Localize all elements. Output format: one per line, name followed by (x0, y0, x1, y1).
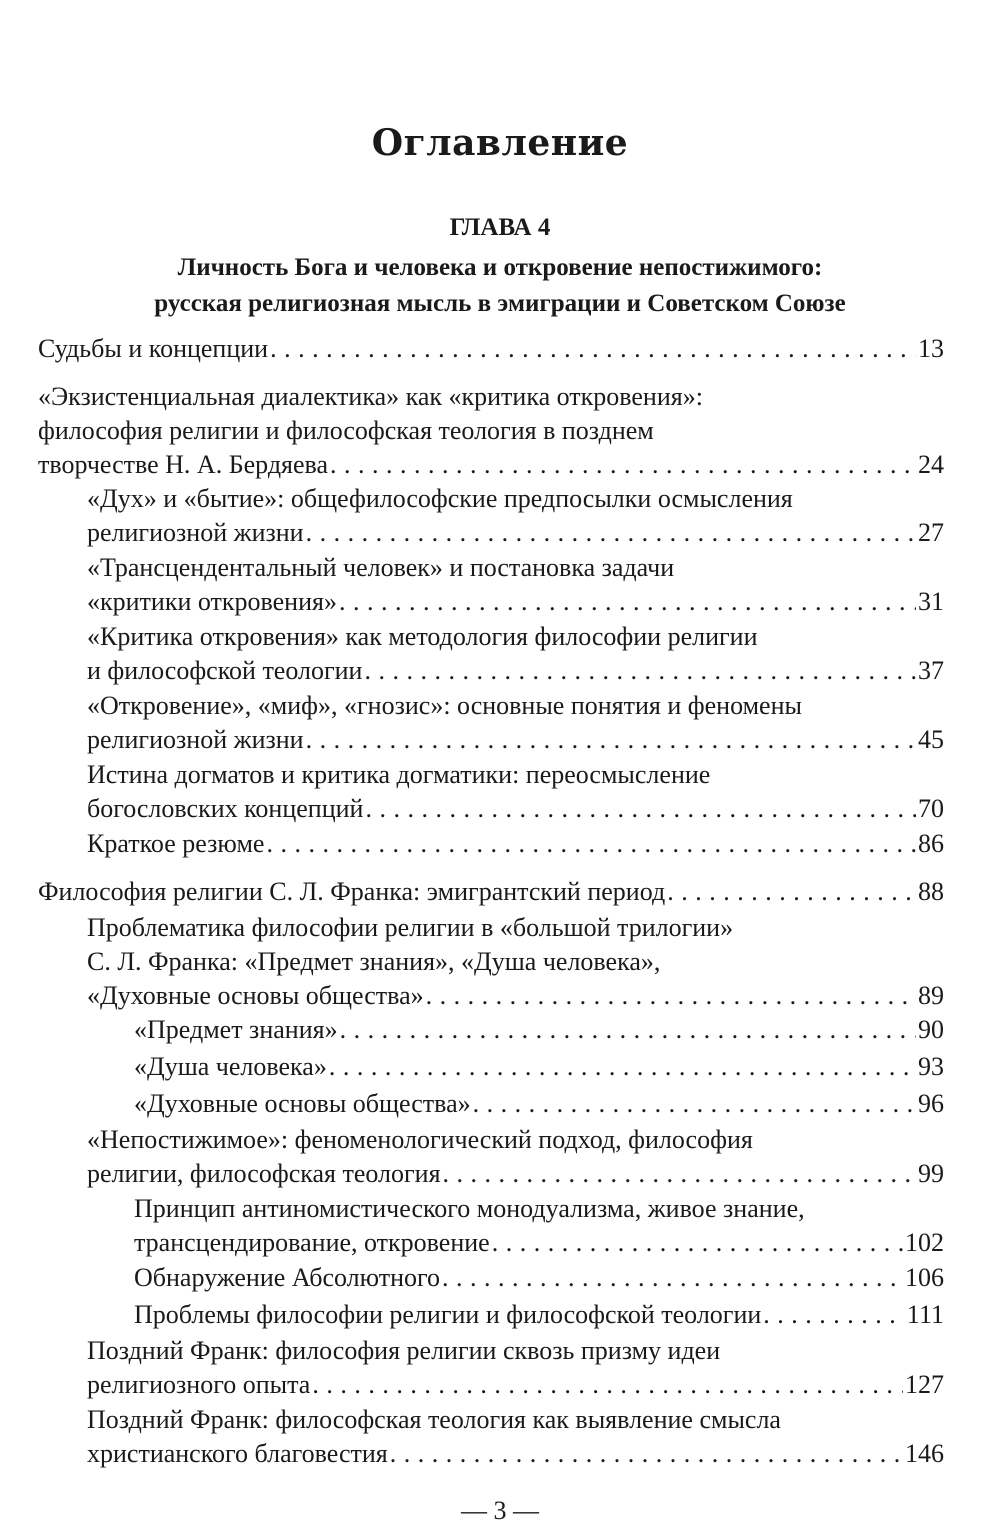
dot-leader (330, 448, 916, 482)
toc-entry-final-line (87, 585, 944, 619)
toc-entry-title-line: творчестве Н. А. Бердяева (38, 450, 329, 479)
toc-entry-title-line: Обнаружение Абсолютного (134, 1263, 441, 1292)
toc-entry-title-line: «Душа человека» (134, 1052, 327, 1081)
dot-leader (365, 792, 916, 826)
dot-leader (763, 1298, 905, 1332)
toc-entry-final-line (87, 723, 944, 757)
toc-entry-final-line (87, 979, 944, 1013)
toc-entry-page-number: 90 (918, 1015, 944, 1044)
chapter-subtitle-line-2: русская религиозная мысль в эмиграции и Советском Союзе (154, 290, 846, 317)
toc-entry-title-line: Проблемы философии религии и философской теологии (134, 1300, 762, 1329)
toc-entry-final-line (38, 875, 944, 909)
toc-entry-title-line: Проблематика философии религии в «большой трилогии» (87, 913, 734, 942)
toc-entry-final-line (87, 516, 944, 550)
toc-entry-title-line: «Духовные основы общества» (134, 1089, 471, 1118)
dot-leader (340, 1013, 916, 1047)
toc-entry-final-line (87, 792, 944, 826)
toc-entry-final-line (87, 1157, 944, 1191)
page-number: — 3 — (461, 1496, 539, 1525)
dot-leader (306, 516, 916, 550)
toc-entry-title-line: «Откровение», «миф», «гнозис»: основные понятия и феномены (87, 691, 802, 720)
toc-entry-final-line (38, 332, 944, 366)
toc-entry-title-line: «Непостижимое»: феноменологический подход, философия (87, 1125, 753, 1154)
toc-entry (87, 758, 944, 826)
dot-leader (306, 723, 916, 757)
toc-entry-page-number: 146 (905, 1439, 944, 1468)
toc-entry (87, 1403, 944, 1471)
toc-entry-title-line: «Предмет знания» (134, 1015, 338, 1044)
toc-entry (87, 551, 944, 619)
dot-leader (390, 1437, 903, 1471)
toc-entry-final-line (134, 1298, 944, 1332)
toc-entry-page-number: 111 (906, 1300, 944, 1329)
toc-entry-title-line: христианского благовестия (87, 1439, 388, 1468)
dot-leader (364, 654, 916, 688)
toc-entry-final-line (134, 1050, 944, 1084)
toc-entry-final-line (87, 827, 944, 861)
toc-entry-page-number: 89 (918, 981, 944, 1010)
toc-entry (38, 380, 944, 482)
dot-leader (492, 1226, 903, 1260)
dot-leader (329, 1050, 916, 1084)
dot-leader (339, 585, 916, 619)
dot-leader (443, 1157, 916, 1191)
toc-entry-final-line (87, 654, 944, 688)
toc-entry-title-line: «Духовные основы общества» (87, 981, 424, 1010)
toc-entry-final-line (87, 1368, 944, 1402)
toc-entry-title-line: религии, философская теология (87, 1159, 441, 1188)
toc-entry (38, 332, 944, 366)
toc-entry-title-line: «Критика откровения» как методология философии религии (87, 622, 758, 651)
toc-entry-page-number: 106 (905, 1263, 944, 1292)
toc-entry-title-line: «Экзистенциальная диалектика» как «критика откровения»: (38, 382, 703, 411)
dot-leader (442, 1261, 903, 1295)
toc-entry-page-number: 102 (905, 1228, 944, 1257)
toc-entry (134, 1013, 944, 1047)
toc-entry (87, 620, 944, 688)
toc-entry (134, 1050, 944, 1084)
toc-entry-title-line: Судьбы и концепции (38, 334, 269, 363)
toc-entry-title-line: Истина догматов и критика догматики: переосмысление (87, 760, 711, 789)
toc-entry-title-line: «Дух» и «бытие»: общефилософские предпосылки осмысления (87, 484, 793, 513)
toc-entry (87, 911, 944, 1013)
toc-entry-page-number: 27 (918, 518, 944, 547)
toc-entry-title-line: С. Л. Франка: «Предмет знания», «Душа человека», (87, 947, 661, 976)
toc-entry-final-line (134, 1013, 944, 1047)
toc-entry-title-line: религиозного опыта (87, 1370, 311, 1399)
toc-entry-page-number: 45 (918, 725, 944, 754)
chapter-subtitle-line-1: Личность Бога и человека и откровение непостижимого: (177, 254, 823, 281)
toc-entry-page-number: 37 (918, 656, 944, 685)
dot-leader (473, 1087, 916, 1121)
toc-entry-title-line: Краткое резюме (87, 829, 265, 858)
toc-entry-final-line (134, 1226, 944, 1260)
toc-entry-title-line: богословских концепций (87, 794, 364, 823)
toc-entry-page-number: 24 (918, 450, 944, 479)
toc-entry-title-line: Философия религии С. Л. Франка: эмигрантский период (38, 877, 666, 906)
toc-entry-page-number: 88 (918, 877, 944, 906)
toc-entry (87, 1123, 944, 1191)
chapter-label: ГЛАВА 4 (449, 214, 551, 241)
toc-entry (87, 1334, 944, 1402)
toc-entry-title-line: Поздний Франк: философская теология как выявление смысла (87, 1405, 781, 1434)
toc-entry-title-line: религиозной жизни (87, 725, 304, 754)
toc-entry (87, 689, 944, 757)
toc-entry-title-line: Поздний Франк: философия религии сквозь призму идеи (87, 1336, 721, 1365)
toc-entry-final-line (134, 1087, 944, 1121)
toc-entry-final-line (87, 1437, 944, 1471)
dot-leader (667, 875, 916, 909)
toc-entry (87, 482, 944, 550)
toc-entry-page-number: 31 (918, 587, 944, 616)
toc-entry-title-line: трансцендирование, откровение (134, 1228, 490, 1257)
toc-entry-page-number: 86 (918, 829, 944, 858)
toc-entry-title-line: «Трансцендентальный человек» и постановка задачи (87, 553, 675, 582)
dot-leader (270, 332, 916, 366)
toc-entry-title-line: «критики откровения» (87, 587, 337, 616)
toc-entry-page-number: 99 (918, 1159, 944, 1188)
toc-entry-title-line: Принцип антиномистического монодуализма, живое знание, (134, 1194, 805, 1223)
toc-entry-title-line: и философской теологии (87, 656, 363, 685)
toc-entry-page-number: 96 (918, 1089, 944, 1118)
toc-entry-final-line (38, 448, 944, 482)
toc-entry (87, 827, 944, 861)
toc-entry (134, 1087, 944, 1121)
toc-entry-page-number: 70 (918, 794, 944, 823)
toc-entry (134, 1192, 944, 1260)
toc-entry-final-line (134, 1261, 944, 1295)
dot-leader (312, 1368, 903, 1402)
toc-entry (134, 1298, 944, 1332)
toc-entry-title-line: философия религии и философская теология в позднем (38, 416, 654, 445)
page-title: Оглавление (371, 122, 629, 164)
toc-entry-page-number: 93 (918, 1052, 944, 1081)
toc-entry (134, 1261, 944, 1295)
toc-entry-page-number: 127 (905, 1370, 944, 1399)
toc-entry-title-line: религиозной жизни (87, 518, 304, 547)
toc-entry-page-number: 13 (918, 334, 944, 363)
dot-leader (426, 979, 916, 1013)
dot-leader (266, 827, 916, 861)
toc-entry (38, 875, 944, 909)
chapter-subtitle (60, 250, 940, 322)
